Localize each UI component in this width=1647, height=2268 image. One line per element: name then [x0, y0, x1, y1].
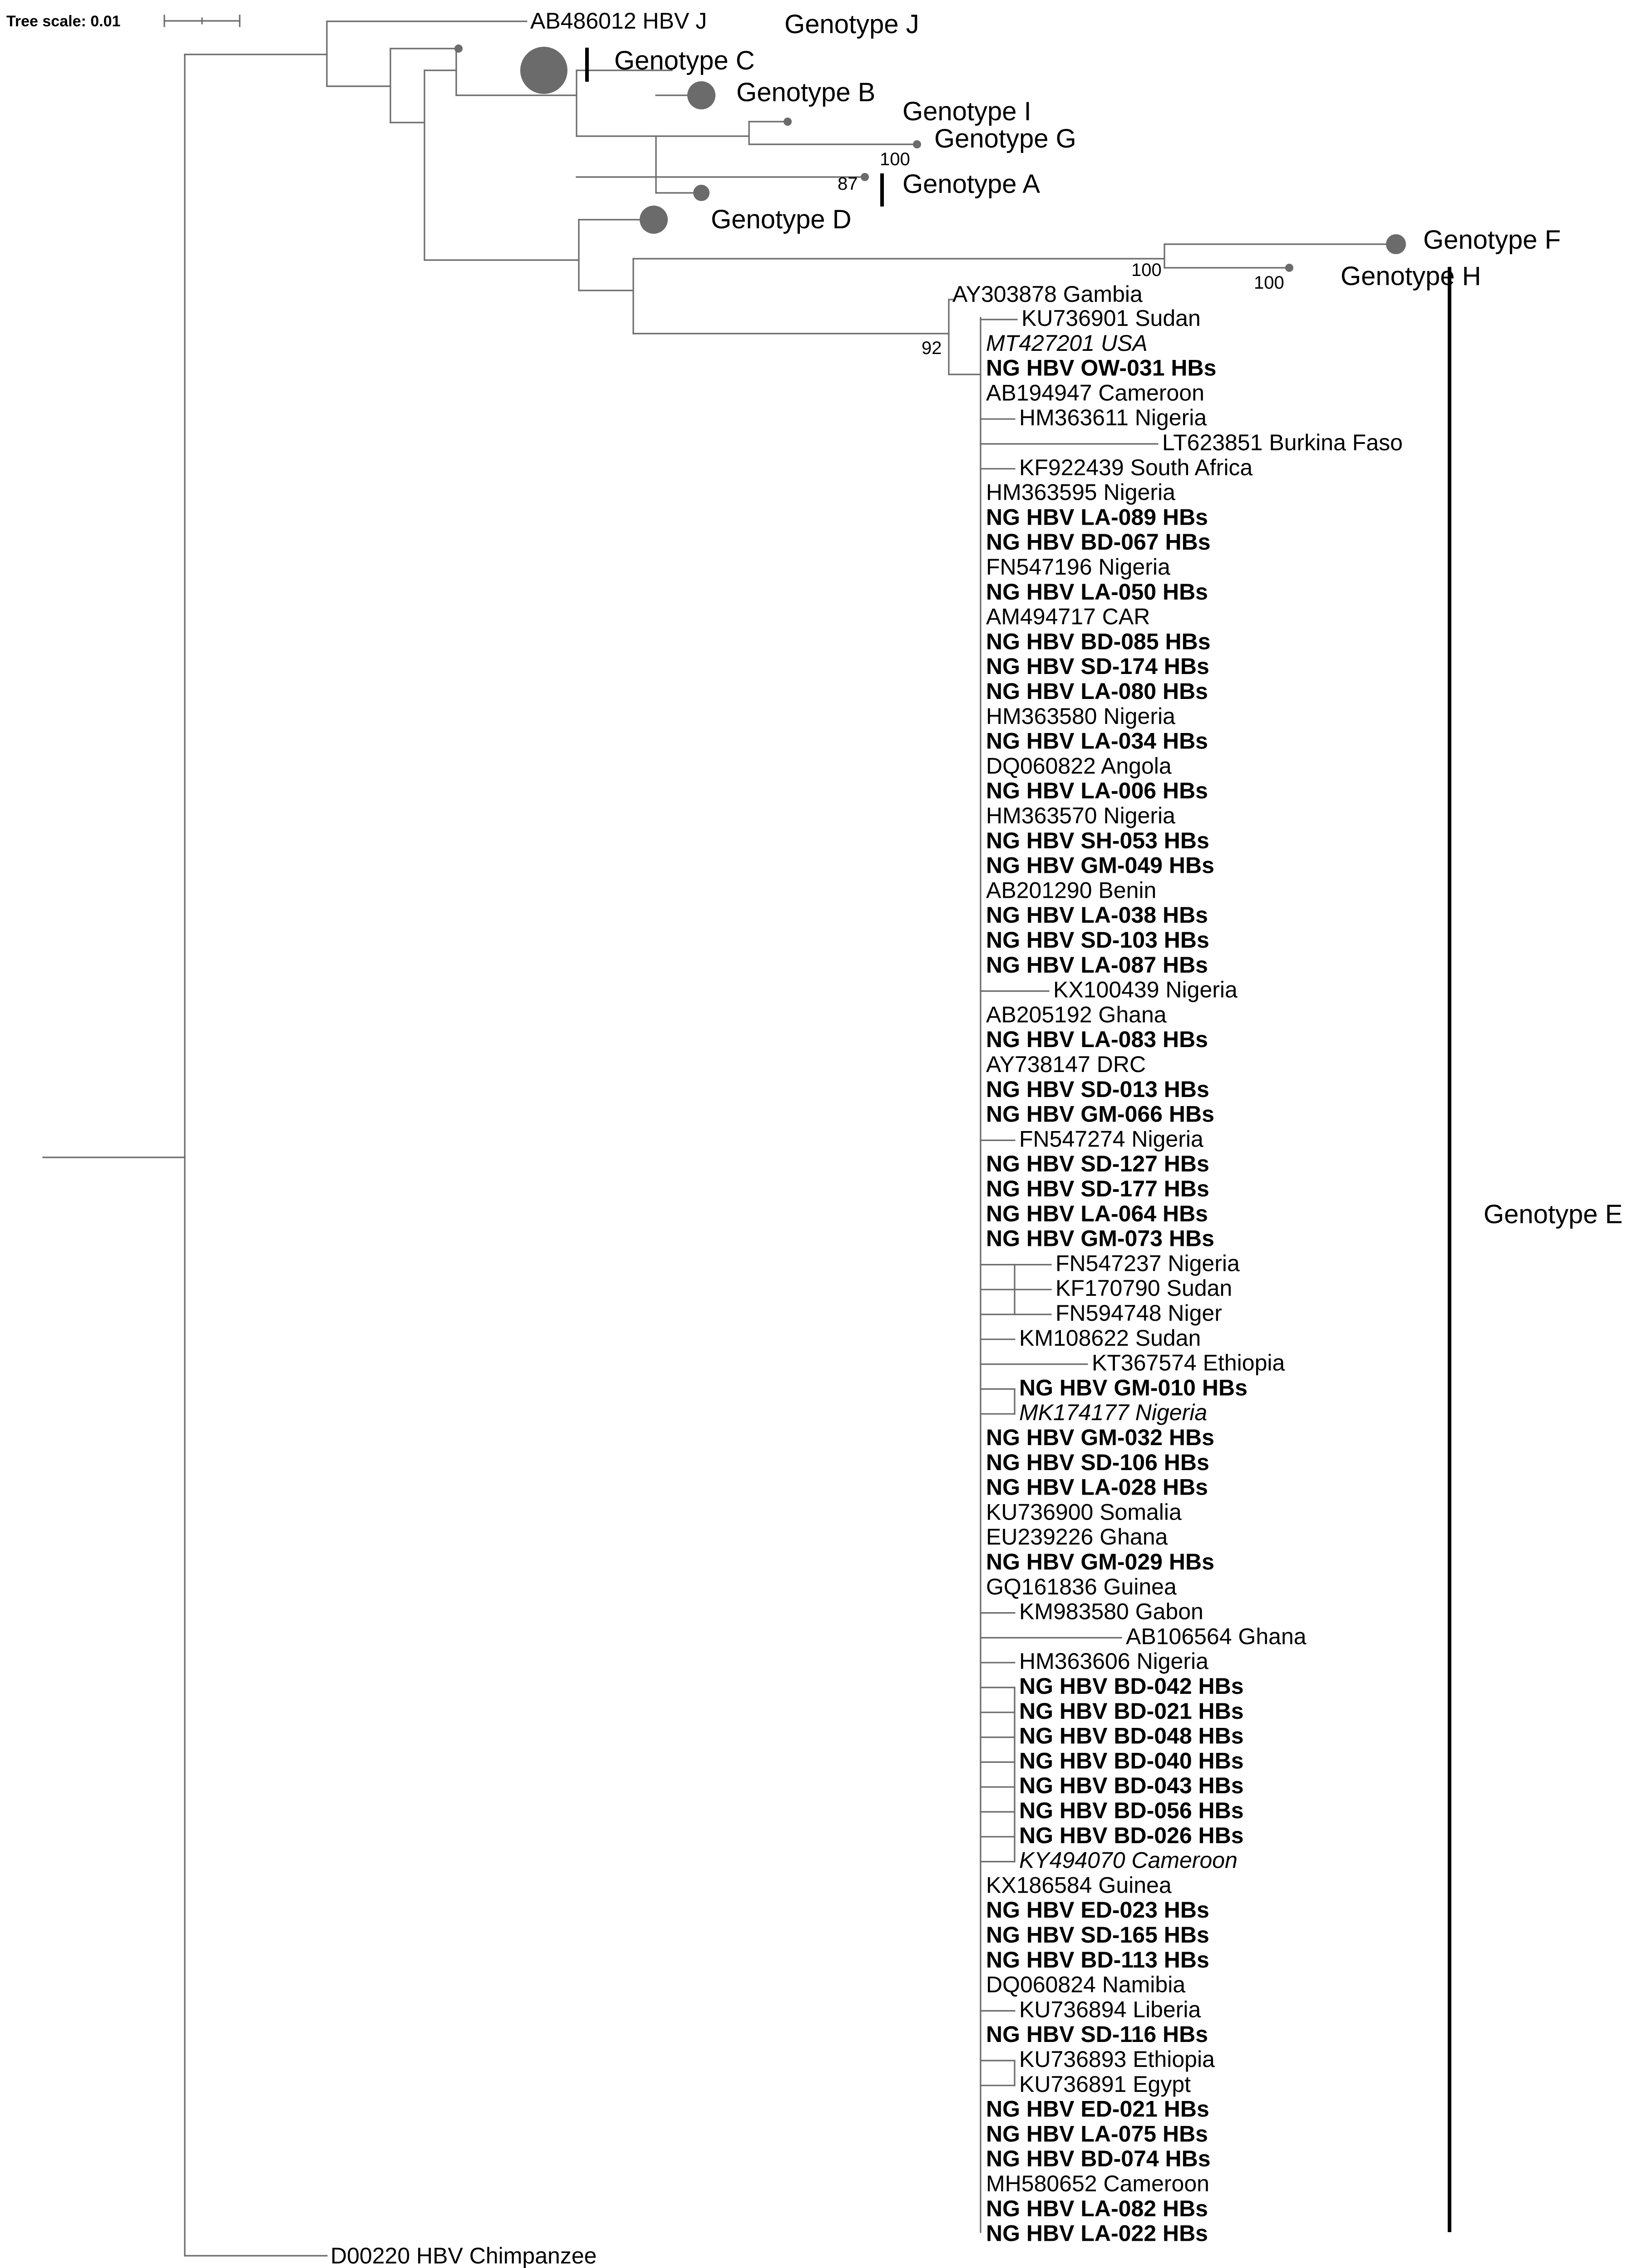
label-gambia: AY303878 Gambia	[952, 281, 1143, 307]
node-genotype-c	[520, 47, 567, 94]
label-genotype-g: Genotype G	[934, 124, 1076, 153]
taxon-label: KF170790 Sudan	[1055, 1275, 1233, 1301]
taxon-label: NG HBV GM-049 HBs	[986, 852, 1214, 878]
taxon-label: FN547274 Nigeria	[1019, 1126, 1203, 1152]
taxon-label: KU736900 Somalia	[986, 1499, 1182, 1525]
label-genotype-e: Genotype E	[1484, 1200, 1623, 1229]
taxon-label: HM363570 Nigeria	[986, 803, 1175, 828]
node-genotype-f	[1386, 234, 1406, 254]
label-hbv-chimpanzee: D00220 HBV Chimpanzee	[330, 2243, 597, 2268]
genotype-e-taxa	[981, 305, 1403, 2246]
taxon-label: KT367574 Ethiopia	[1092, 1350, 1285, 1376]
taxon-label: NG HBV BD-021 HBs	[1019, 1698, 1244, 1724]
taxon-label: KU736891 Egypt	[1019, 2071, 1191, 2097]
taxon-label: NG HBV BD-040 HBs	[1019, 1748, 1244, 1774]
clade-nodes	[454, 44, 1406, 272]
taxon-label: NG HBV LA-089 HBs	[986, 504, 1208, 530]
taxon-label: NG HBV BD-043 HBs	[1019, 1773, 1244, 1799]
taxon-label: KU736893 Ethiopia	[1019, 2047, 1215, 2072]
taxon-label: HM363580 Nigeria	[986, 703, 1175, 729]
taxon-label: NG HBV LA-087 HBs	[986, 952, 1208, 978]
taxon-label: NG HBV GM-010 HBs	[1019, 1375, 1248, 1401]
taxon-label: GQ161836 Guinea	[986, 1574, 1177, 1599]
taxon-label: NG HBV SD-177 HBs	[986, 1176, 1209, 1201]
taxon-label: NG HBV OW-031 HBs	[986, 355, 1217, 381]
taxon-label: NG HBV SD-165 HBs	[986, 1922, 1209, 1948]
taxon-label: AB194947 Cameroon	[986, 380, 1204, 406]
taxon-label: NG HBV SD-106 HBs	[986, 1449, 1209, 1475]
taxon-label: NG HBV SD-103 HBs	[986, 927, 1209, 953]
taxon-label: NG HBV LA-080 HBs	[986, 679, 1208, 704]
label-genotype-f: Genotype F	[1423, 225, 1561, 255]
taxon-label: KU736894 Liberia	[1019, 1997, 1201, 2022]
taxon-label: NG HBV BD-026 HBs	[1019, 1822, 1244, 1848]
node-genotype-d-small	[693, 185, 710, 201]
node-genotype-d	[640, 206, 668, 234]
node-genotype-b	[687, 81, 715, 109]
tree-scale	[6, 13, 240, 30]
taxon-label: NG HBV ED-023 HBs	[986, 1897, 1209, 1923]
taxon-label: NG HBV GM-029 HBs	[986, 1549, 1214, 1574]
taxon-label: DQ060824 Namibia	[986, 1972, 1186, 1997]
taxon-label: NG HBV LA-038 HBs	[986, 902, 1208, 928]
taxon-label: NG HBV LA-050 HBs	[986, 579, 1208, 605]
bootstrap-ag: 100	[880, 149, 910, 169]
taxon-label: MH580652 Cameroon	[986, 2171, 1209, 2196]
taxon-label: FN547196 Nigeria	[986, 554, 1170, 580]
label-genotype-b: Genotype B	[736, 78, 876, 107]
tip-genotype-c-outlier	[454, 44, 463, 53]
taxon-label: AB201290 Benin	[986, 877, 1157, 903]
label-genotype-j: Genotype J	[784, 10, 919, 39]
taxon-label: NG HBV LA-034 HBs	[986, 728, 1208, 754]
taxon-label: KM983580 Gabon	[1019, 1599, 1203, 1624]
taxon-label: NG HBV LA-028 HBs	[986, 1474, 1208, 1500]
label-genotype-h: Genotype H	[1341, 261, 1481, 291]
taxon-label: KU736901 Sudan	[1021, 305, 1201, 331]
label-genotype-a: Genotype A	[902, 169, 1040, 199]
tree-scale-label: Tree scale: 0.01	[6, 13, 121, 30]
taxon-label: HM363606 Nigeria	[1019, 1648, 1208, 1674]
taxon-label: MT427201 USA	[986, 330, 1148, 356]
tip-genotype-h	[1285, 264, 1293, 272]
bootstrap-fh: 100	[1131, 260, 1162, 280]
tip-genotype-g	[913, 140, 921, 148]
label-hbv-j: AB486012 HBV J	[530, 8, 707, 34]
tip-genotype-i	[784, 118, 792, 126]
taxon-label: AB106564 Ghana	[1126, 1624, 1307, 1649]
tip-genotype-a	[861, 173, 869, 181]
bootstrap-e: 92	[922, 338, 942, 358]
taxon-label: FN547237 Nigeria	[1055, 1250, 1240, 1276]
taxon-label: NG HBV SD-116 HBs	[986, 2022, 1208, 2047]
taxon-label: AY738147 DRC	[986, 1052, 1146, 1077]
taxon-label: EU239226 Ghana	[986, 1524, 1168, 1550]
taxon-label: DQ060822 Angola	[986, 753, 1172, 779]
bootstrap-h: 100	[1254, 273, 1284, 293]
taxon-label: HM363595 Nigeria	[986, 479, 1175, 505]
taxon-label: NG HBV SD-174 HBs	[986, 654, 1209, 679]
taxon-label: NG HBV LA-006 HBs	[986, 778, 1208, 804]
taxon-label: KX100439 Nigeria	[1053, 977, 1238, 1003]
taxon-label: HM363611 Nigeria	[1019, 405, 1207, 431]
bootstrap-a: 87	[838, 174, 858, 194]
label-genotype-i: Genotype I	[902, 97, 1031, 126]
taxon-label: FN594748 Niger	[1055, 1300, 1222, 1326]
taxon-label: NG HBV SD-013 HBs	[986, 1076, 1209, 1102]
taxon-label: NG HBV BD-056 HBs	[1019, 1798, 1244, 1823]
taxon-label: LT623851 Burkina Faso	[1162, 430, 1403, 455]
taxon-label: NG HBV LA-022 HBs	[986, 2220, 1208, 2246]
taxon-label: NG HBV GM-066 HBs	[986, 1101, 1214, 1127]
taxon-label: NG HBV BD-048 HBs	[1019, 1723, 1244, 1749]
taxon-label: NG HBV GM-032 HBs	[986, 1425, 1214, 1450]
taxon-label: KF922439 South Africa	[1019, 454, 1253, 480]
taxon-label: NG HBV BD-067 HBs	[986, 529, 1211, 555]
taxon-label: MK174177 Nigeria	[1019, 1400, 1208, 1426]
taxon-label: NG HBV LA-064 HBs	[986, 1200, 1208, 1226]
taxon-label: NG HBV SH-053 HBs	[986, 827, 1209, 853]
taxon-label: NG HBV SD-127 HBs	[986, 1151, 1209, 1177]
taxon-label: NG HBV LA-083 HBs	[986, 1027, 1208, 1053]
taxon-label: NG HBV BD-113 HBs	[986, 1947, 1209, 1973]
taxon-label: NG HBV BD-042 HBs	[1019, 1673, 1244, 1699]
label-genotype-d: Genotype D	[711, 205, 852, 234]
taxon-label: NG HBV BD-074 HBs	[986, 2146, 1211, 2172]
taxon-label: NG HBV LA-082 HBs	[986, 2195, 1208, 2221]
taxon-label: KY494070 Cameroon	[1019, 1847, 1238, 1873]
taxon-label: NG HBV GM-073 HBs	[986, 1225, 1214, 1251]
label-genotype-c: Genotype C	[614, 46, 755, 75]
taxon-label: NG HBV BD-085 HBs	[986, 629, 1211, 654]
taxon-label: AB205192 Ghana	[986, 1002, 1167, 1028]
taxon-label: KX186584 Guinea	[986, 1872, 1172, 1898]
taxon-label: NG HBV ED-021 HBs	[986, 2096, 1209, 2122]
taxon-label: NG HBV LA-075 HBs	[986, 2121, 1208, 2147]
taxon-label: AM494717 CAR	[986, 604, 1150, 630]
taxon-label: KM108622 Sudan	[1019, 1325, 1201, 1351]
